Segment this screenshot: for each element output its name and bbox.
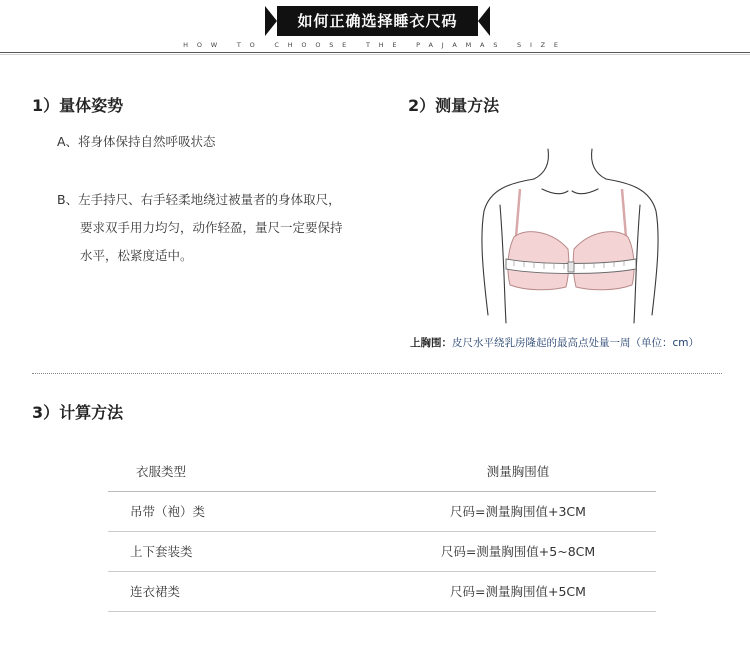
table-row xyxy=(108,572,656,612)
table-header-value: 测量胸围值 xyxy=(486,464,550,479)
posture-line-b2: 要求双手用力均匀，动作轻盈，量尺一定要保持 xyxy=(80,220,343,235)
bra-strap-right xyxy=(622,189,626,237)
table-cell-value: 尺码=测量胸围值+5~8CM xyxy=(440,544,596,559)
collarbone-left xyxy=(542,189,568,194)
collarbone-right xyxy=(572,189,598,194)
posture-line-b3: 水平，松紧度适中。 xyxy=(80,248,193,263)
measurement-caption xyxy=(410,335,699,350)
caption-text: 皮尺水平绕乳房隆起的最高点处量一周（单位：cm） xyxy=(452,337,700,349)
table-header-type: 衣服类型 xyxy=(136,464,187,479)
table-header-row xyxy=(108,452,656,492)
caption-label: 上胸围： xyxy=(410,337,452,349)
measuring-tape xyxy=(506,259,636,274)
table-cell-type: 吊带（袍）类 xyxy=(130,504,206,519)
header-divider-light xyxy=(0,54,750,55)
left-torso-line xyxy=(500,205,506,323)
size-table xyxy=(108,452,656,612)
table-row xyxy=(108,492,656,532)
page-title: 如何正确选择睡衣尺码 xyxy=(297,12,458,30)
ribbon-notch-right xyxy=(478,6,490,36)
title-ribbon xyxy=(265,6,490,36)
section-heading-posture: 1）量体姿势 xyxy=(32,96,124,115)
posture-line-a: A、将身体保持自然呼吸状态 xyxy=(57,134,216,149)
bust-illustration xyxy=(470,145,670,325)
section-heading-method: 2）测量方法 xyxy=(408,96,500,115)
posture-line-b: B、左手持尺、右手轻柔地绕过被量者的身体取尺， xyxy=(57,192,341,207)
table-row-rule xyxy=(108,611,656,612)
ribbon-notch-left xyxy=(265,6,277,36)
table-cell-type: 上下套装类 xyxy=(130,544,193,559)
page-subtitle: HOW TO CHOOSE THE PAJAMAS SIZE xyxy=(183,41,567,49)
table-cell-value: 尺码=测量胸围值+3CM xyxy=(450,504,586,519)
header-divider xyxy=(0,52,750,53)
table-row xyxy=(108,532,656,572)
bra-strap-left xyxy=(516,189,520,237)
table-cell-type: 连衣裙类 xyxy=(130,584,181,599)
section-heading-calc: 3）计算方法 xyxy=(32,403,124,422)
neck-right-line xyxy=(592,149,606,179)
neck-left-line xyxy=(534,149,548,179)
table-cell-value: 尺码=测量胸围值+5CM xyxy=(450,584,586,599)
section-divider-dotted xyxy=(32,373,722,374)
